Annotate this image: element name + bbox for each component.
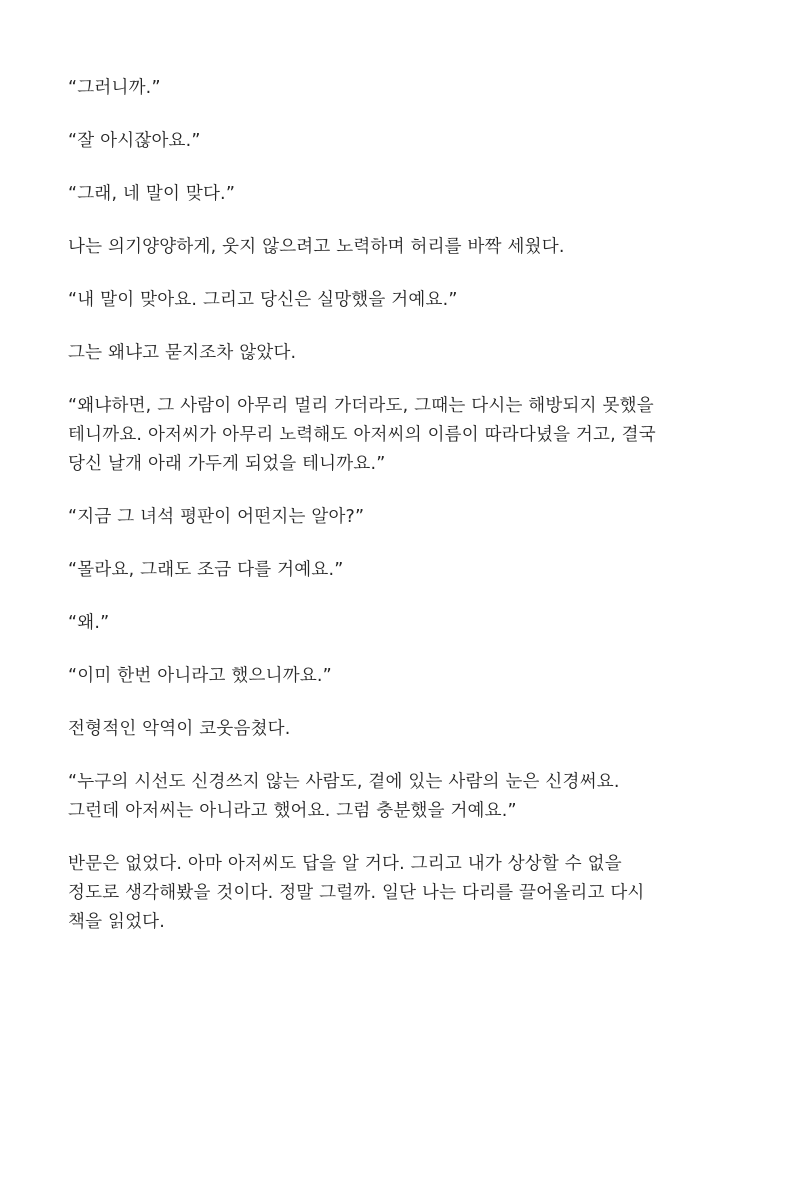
text-line: “몰라요, 그래도 조금 다를 거예요.”: [68, 560, 344, 580]
text-line: “그러니까.”: [68, 78, 161, 98]
text-line: 전형적인 악역이 코웃음쳤다.: [68, 719, 291, 739]
paragraph-14: [68, 850, 768, 937]
paragraph-8: [68, 503, 768, 532]
text-line: 나는 의기양양하게, 웃지 않으려고 노력하며 허리를 바짝 세웠다.: [68, 237, 565, 257]
paragraph-12: [68, 715, 768, 744]
text-line: “이미 한번 아니라고 했으니까요.”: [68, 666, 332, 686]
text-line: “누구의 시선도 신경쓰지 않는 사람도, 곁에 있는 사람의 눈은 신경써요.: [68, 772, 620, 792]
text-line: 테니까요. 아저씨가 아무리 노력해도 아저씨의 이름이 따라다녔을 거고, 결국: [68, 425, 656, 445]
text-line: 그런데 아저씨는 아니라고 했어요. 그럼 충분했을 거예요.”: [68, 801, 517, 821]
paragraph-10: [68, 609, 768, 638]
paragraph-7: [68, 392, 768, 479]
paragraph-2: [68, 127, 768, 156]
text-line: 책을 읽었다.: [68, 912, 166, 932]
text-line: “그래, 네 말이 맞다.”: [68, 184, 236, 204]
paragraph-4: [68, 233, 768, 262]
text-line: 반문은 없었다. 아마 아저씨도 답을 알 거다. 그리고 내가 상상할 수 없을: [68, 854, 622, 874]
paragraph-1: [68, 74, 768, 103]
text-line: “왜냐하면, 그 사람이 아무리 멀리 가더라도, 그때는 다시는 해방되지 못했을: [68, 396, 654, 416]
paragraph-3: [68, 180, 768, 209]
text-line: “잘 아시잖아요.”: [68, 131, 201, 151]
text-body: [68, 74, 768, 961]
text-line: “왜.”: [68, 613, 110, 633]
text-line: 그는 왜냐고 묻지조차 않았다.: [68, 343, 297, 363]
paragraph-11: [68, 662, 768, 691]
text-line: 당신 날개 아래 가두게 되었을 테니까요.”: [68, 454, 386, 474]
text-line: “지금 그 녀석 평판이 어떤지는 알아?”: [68, 507, 365, 527]
paragraph-6: [68, 339, 768, 368]
paragraph-5: [68, 286, 768, 315]
paragraph-13: [68, 768, 768, 826]
paragraph-9: [68, 556, 768, 585]
text-line: 정도로 생각해봤을 것이다. 정말 그럴까. 일단 나는 다리를 끌어올리고 다시: [68, 883, 645, 903]
text-line: “내 말이 맞아요. 그리고 당신은 실망했을 거예요.”: [68, 290, 458, 310]
